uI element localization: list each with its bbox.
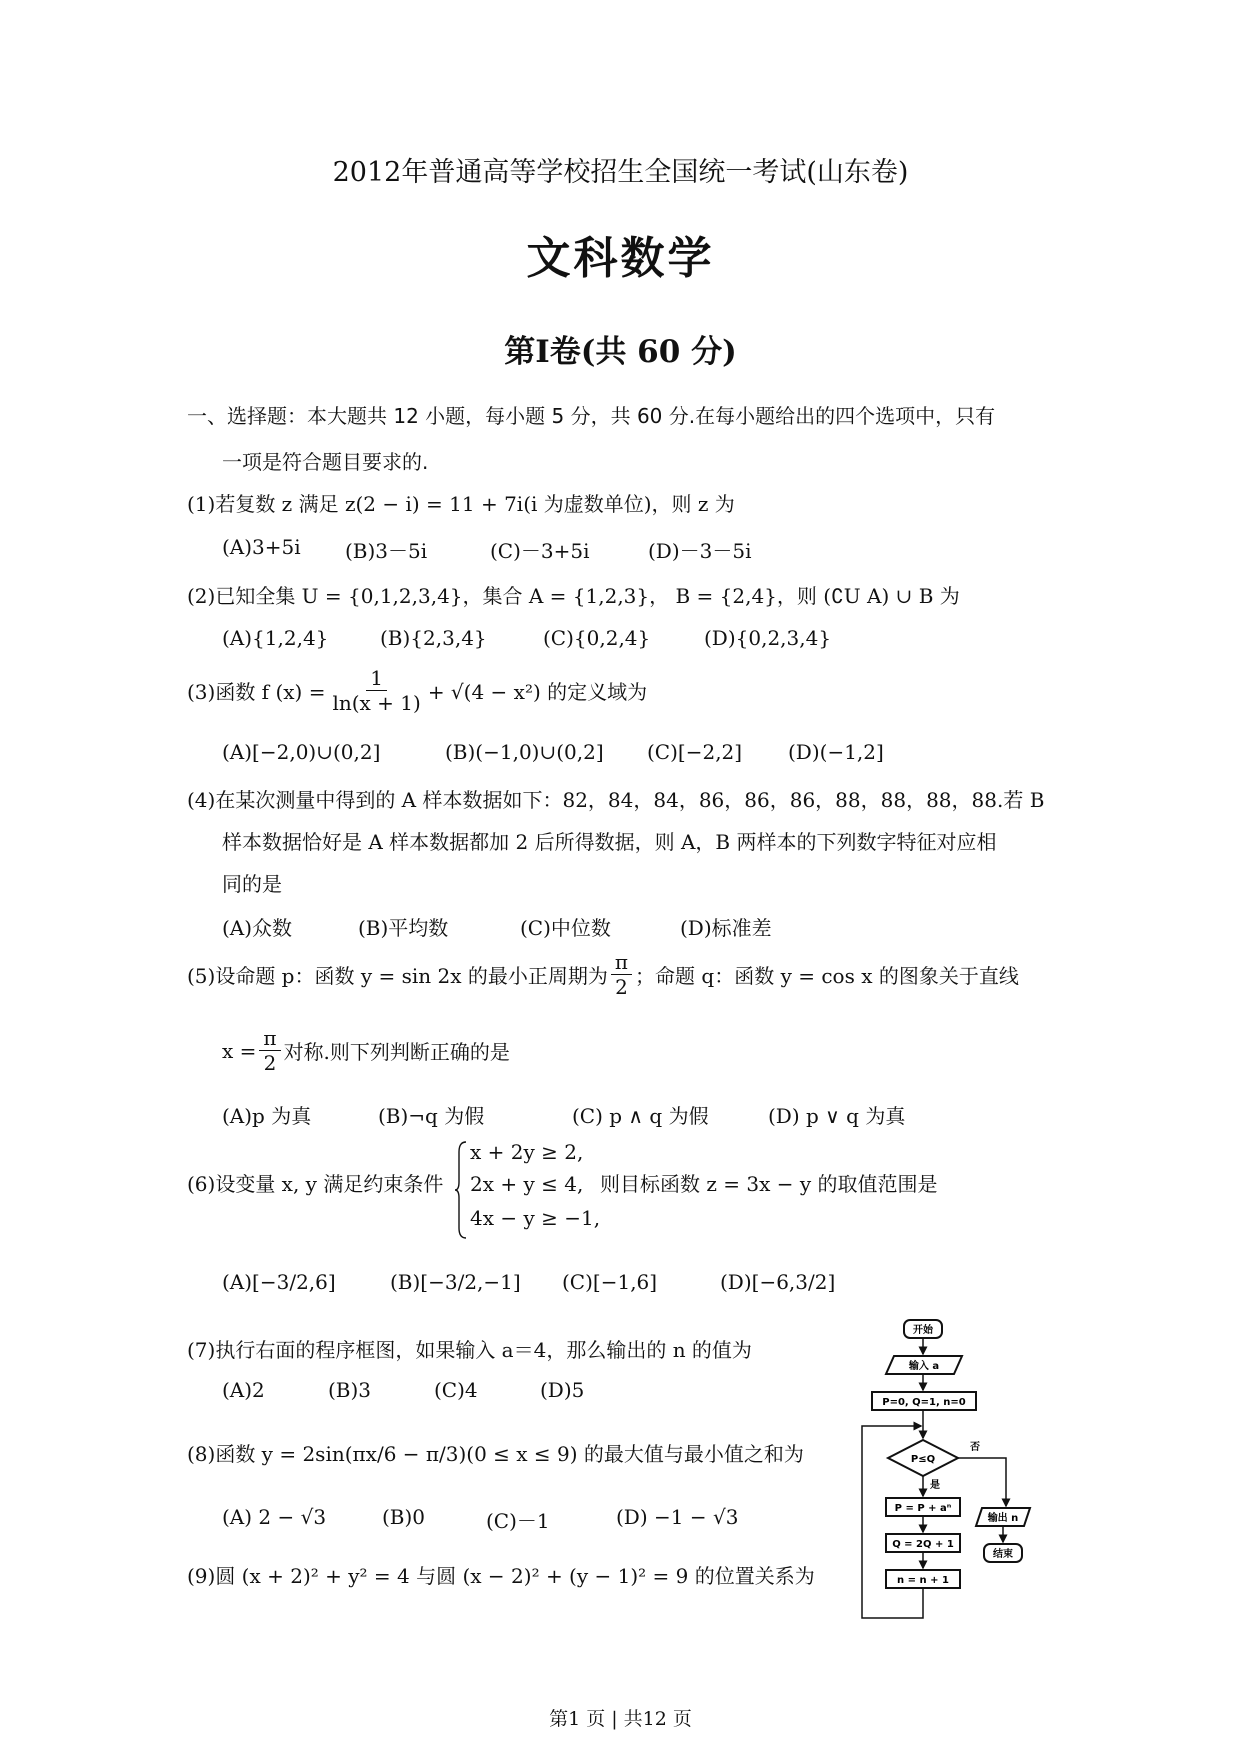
q2-option-c: (C){0,2,4} <box>543 626 651 650</box>
q3-stem-post: + √(4 − x²) 的定义域为 <box>427 680 648 704</box>
q2-stem: (2)已知全集 U = {0,1,2,3,4}，集合 A = {1,2,3}， B = {2,4}，则 (∁U A) ∪ B 为 <box>187 584 960 608</box>
q5-line1-post: ；命题 q：函数 y = cos x 的图象关于直线 <box>635 964 1019 988</box>
q5-frac1-denominator: 2 <box>615 975 628 999</box>
q1-option-d: (D)－3－5i <box>648 539 752 563</box>
flowchart-output-label: 输出 n <box>987 1513 1019 1524</box>
flowchart-end-label: 结束 <box>993 1549 1013 1560</box>
q7-option-d: (D)5 <box>540 1378 585 1402</box>
q7-option-a: (A)2 <box>222 1378 265 1402</box>
q5-fraction-1 <box>611 950 632 999</box>
q8-option-d: (D) −1 − √3 <box>616 1505 739 1529</box>
q6-option-a: (A)[−3/2,6] <box>222 1270 336 1294</box>
flowchart-yes-label: 是 <box>930 1480 940 1491</box>
q3-option-b: (B)(−1,0)∪(0,2] <box>445 740 604 764</box>
q3-fraction <box>328 666 424 715</box>
section-heading-line2: 一项是符合题目要求的. <box>222 450 429 474</box>
q3-option-a: (A)[−2,0)∪(0,2] <box>222 740 381 764</box>
q6-stem-post: 则目标函数 z = 3x − y 的取值范围是 <box>600 1172 938 1196</box>
q7-option-b: (B)3 <box>328 1378 372 1402</box>
q4-option-d: (D)标准差 <box>680 916 772 940</box>
page-footer: 第1 页 | 共12 页 <box>549 1708 692 1730</box>
flowchart-init-label: P=0, Q=1, n=0 <box>882 1397 966 1408</box>
q5-line1-pre: (5)设命题 p：函数 y = sin 2x 的最小正周期为 <box>187 964 608 988</box>
section-heading-line1: 一、选择题：本大题共 12 小题，每小题 5 分，共 60 分.在每小题给出的四个选项中，只有 <box>187 404 996 428</box>
q2-option-a: (A){1,2,4} <box>222 626 329 650</box>
volume-title: 第Ⅰ卷(共 60 分) <box>504 334 737 370</box>
flowchart-condition-label: P≤Q <box>910 1454 936 1465</box>
q6-option-c: (C)[−1,6] <box>562 1270 658 1294</box>
q3-stem <box>187 666 647 715</box>
q4-option-a: (A)众数 <box>222 916 293 940</box>
q1-option-b: (B)3－5i <box>345 539 428 563</box>
q6-option-b: (B)[−3/2,−1] <box>390 1270 521 1294</box>
flowchart-start <box>904 1320 942 1338</box>
q5-fraction-2 <box>259 1026 280 1075</box>
q4-line3: 同的是 <box>222 872 282 896</box>
flowchart-end <box>984 1544 1022 1562</box>
q7-stem: (7)执行右面的程序框图，如果输入 a＝4，那么输出的 n 的值为 <box>187 1338 752 1362</box>
q8-option-c: (C)－1 <box>486 1509 550 1533</box>
flowchart-condition <box>888 1440 958 1476</box>
q5-frac1-numerator: π <box>611 950 632 975</box>
flowchart-step-q <box>886 1534 960 1552</box>
flowchart-no-label: 否 <box>970 1442 980 1453</box>
q3-stem-pre: (3)函数 f (x) = <box>187 680 326 704</box>
q4-line1: (4)在某次测量中得到的 A 样本数据如下：82，84，84，86，86，86，88，88，88，88.若 B <box>187 788 1045 812</box>
q4-option-c: (C)中位数 <box>520 916 611 940</box>
q3-frac-denominator: ln(x + 1) <box>332 691 421 715</box>
q3-frac-numerator: 1 <box>366 666 387 691</box>
flowchart-step-q-label: Q = 2Q + 1 <box>892 1539 954 1550</box>
q5-option-a: (A)p 为真 <box>222 1104 312 1128</box>
flowchart-input <box>886 1356 962 1374</box>
flowchart-step-n-label: n = n + 1 <box>897 1575 949 1586</box>
q6-option-d: (D)[−6,3/2] <box>720 1270 836 1294</box>
q8-option-b: (B)0 <box>382 1505 426 1529</box>
q5-line2 <box>222 1026 510 1075</box>
subject-title: 文科数学 <box>526 233 715 284</box>
flowchart <box>858 1318 1058 1642</box>
flowchart-step-p <box>886 1498 960 1516</box>
q8-option-a: (A) 2 − √3 <box>222 1505 327 1529</box>
q6-constraint-2: 2x + y ≤ 4, <box>470 1172 584 1196</box>
q5-line2-post: 对称.则下列判断正确的是 <box>283 1040 510 1064</box>
q4-option-b: (B)平均数 <box>358 916 449 940</box>
q3-option-d: (D)(−1,2] <box>788 740 884 764</box>
q5-option-d: (D) p ∨ q 为真 <box>768 1104 906 1128</box>
exam-title: 2012年普通高等学校招生全国统一考试(山东卷) <box>332 157 909 188</box>
flowchart-output <box>976 1508 1030 1526</box>
q7-option-c: (C)4 <box>434 1378 478 1402</box>
q5-frac2-numerator: π <box>259 1026 280 1051</box>
flowchart-init <box>872 1392 976 1410</box>
flowchart-step-p-label: P = P + aⁿ <box>894 1503 952 1514</box>
q1-stem: (1)若复数 z 满足 z(2 − i) = 11 + 7i(i 为虚数单位)，则 z 为 <box>187 492 735 516</box>
q6-stem-pre: (6)设变量 x, y 满足约束条件 <box>187 1172 444 1196</box>
q8-stem: (8)函数 y = 2sin(πx/6 − π/3)(0 ≤ x ≤ 9) 的最大值与最小值之和为 <box>187 1442 804 1466</box>
q5-option-c: (C) p ∧ q 为假 <box>572 1104 709 1128</box>
flowchart-input-label: 输入 a <box>908 1361 940 1372</box>
q2-option-b: (B){2,3,4} <box>380 626 487 650</box>
q6-brace <box>454 1140 468 1240</box>
flowchart-start-label: 开始 <box>913 1325 933 1336</box>
q1-option-a: (A)3+5i <box>222 535 301 559</box>
q1-option-c: (C)－3+5i <box>490 539 590 563</box>
q2-option-d: (D){0,2,3,4} <box>704 626 832 650</box>
flowchart-step-n <box>886 1570 960 1588</box>
q6-constraint-1: x + 2y ≥ 2, <box>470 1140 584 1164</box>
q5-line2-pre: x = <box>222 1038 257 1063</box>
q6-constraint-3: 4x − y ≥ −1, <box>470 1206 601 1230</box>
q9-stem: (9)圆 (x + 2)² + y² = 4 与圆 (x − 2)² + (y − 1)² = 9 的位置关系为 <box>187 1564 815 1588</box>
q4-line2: 样本数据恰好是 A 样本数据都加 2 后所得数据，则 A，B 两样本的下列数字特征对应相 <box>222 830 997 854</box>
q5-line1 <box>187 950 1019 999</box>
q5-frac2-denominator: 2 <box>263 1051 277 1075</box>
q5-option-b: (B)¬q 为假 <box>378 1104 485 1128</box>
q3-option-c: (C)[−2,2] <box>647 740 743 764</box>
